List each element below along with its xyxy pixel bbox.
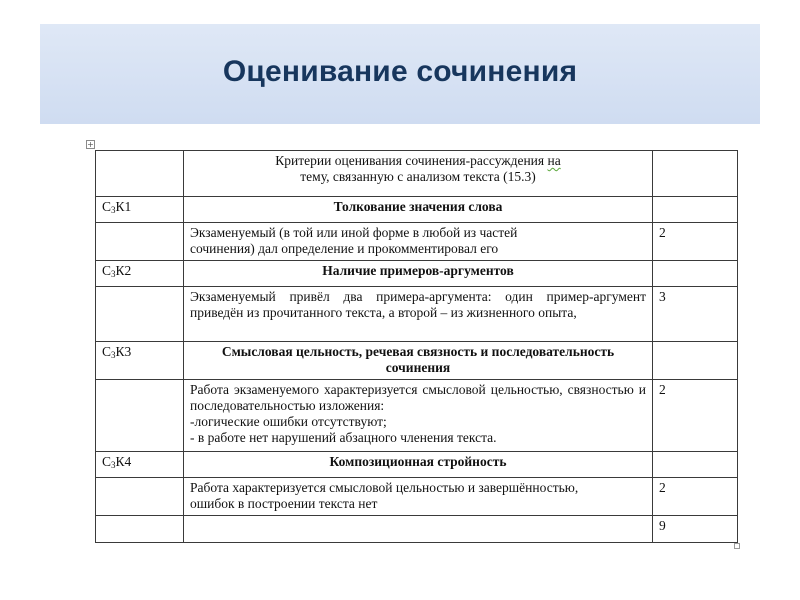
description-line: Работа характеризуется смысловой цельностью и завершённостью,: [190, 480, 579, 495]
criterion-title: Композиционная стройность: [184, 452, 653, 478]
total-text-empty: [184, 516, 653, 543]
table-header-row: [96, 151, 738, 197]
criterion-title-row: [96, 452, 738, 478]
criterion-score-empty: [653, 197, 738, 223]
total-code-empty: [96, 516, 184, 543]
criterion-code: $С_3К2$: [96, 261, 184, 287]
code-empty-cell: [96, 478, 184, 516]
criteria-table: [95, 150, 738, 543]
description-line: сочинения) дал определение и прокомментировал его: [190, 241, 499, 256]
table-header-cell: [184, 151, 653, 197]
criterion-score: 2: [653, 223, 738, 261]
description-line: Экзаменуемый привёл два примера-аргумента: один пример-аргумент приведён из прочитанного текста, а второй – из жизненного опыта,: [190, 289, 646, 320]
description-line: Экзаменуемый (в той или иной форме в любой из частей: [190, 225, 518, 240]
criterion-score-empty: [653, 342, 738, 380]
criterion-score: 2: [653, 478, 738, 516]
criterion-description: [184, 478, 653, 516]
criterion-score-empty: [653, 261, 738, 287]
criterion-title: Толкование значения слова: [184, 197, 653, 223]
total-score: 9: [653, 516, 738, 543]
code-empty-cell: [96, 287, 184, 342]
criterion-description-row: [96, 223, 738, 261]
criterion-description-row: [96, 478, 738, 516]
criterion-score: 2: [653, 380, 738, 452]
criterion-title-row: [96, 342, 738, 380]
table-resize-handle-icon[interactable]: [734, 543, 740, 549]
description-line: -логические ошибки отсутствуют;: [190, 414, 387, 429]
header-line-1: Критерии оценивания сочинения-рассуждения на: [275, 153, 561, 168]
total-row: [96, 516, 738, 543]
description-line: ошибок в построении текста нет: [190, 496, 378, 511]
title-band: [40, 24, 760, 124]
description-line: - в работе нет нарушений абзацного членения текста.: [190, 430, 497, 445]
criterion-title-row: [96, 197, 738, 223]
spellcheck-underline: на: [547, 153, 561, 168]
criterion-code: $С_3К4$: [96, 452, 184, 478]
criterion-title-row: [96, 261, 738, 287]
header-empty-cell: [96, 151, 184, 197]
table-move-handle-icon[interactable]: +: [87, 140, 94, 149]
criterion-description-row: [96, 380, 738, 452]
code-empty-cell: [96, 223, 184, 261]
criterion-description: [184, 380, 653, 452]
criterion-description: [184, 223, 653, 261]
description-line: Работа экзаменуемого характеризуется смысловой цельностью, связностью и последовательностью изложения:: [190, 382, 646, 413]
header-line-2: тему, связанную с анализом текста (15.3): [300, 169, 536, 184]
criterion-description: [184, 287, 653, 342]
criterion-description-row: [96, 287, 738, 342]
criterion-title: Наличие примеров-аргументов: [184, 261, 653, 287]
criterion-score: 3: [653, 287, 738, 342]
header-score-cell: [653, 151, 738, 197]
criterion-code: $С_3К3$: [96, 342, 184, 380]
slide-title: Оценивание сочинения: [222, 55, 578, 88]
criterion-title: Смысловая цельность, речевая связность и последовательность сочинения: [184, 342, 653, 380]
criterion-score-empty: [653, 452, 738, 478]
code-empty-cell: [96, 380, 184, 452]
criterion-code: $С_3К1$: [96, 197, 184, 223]
